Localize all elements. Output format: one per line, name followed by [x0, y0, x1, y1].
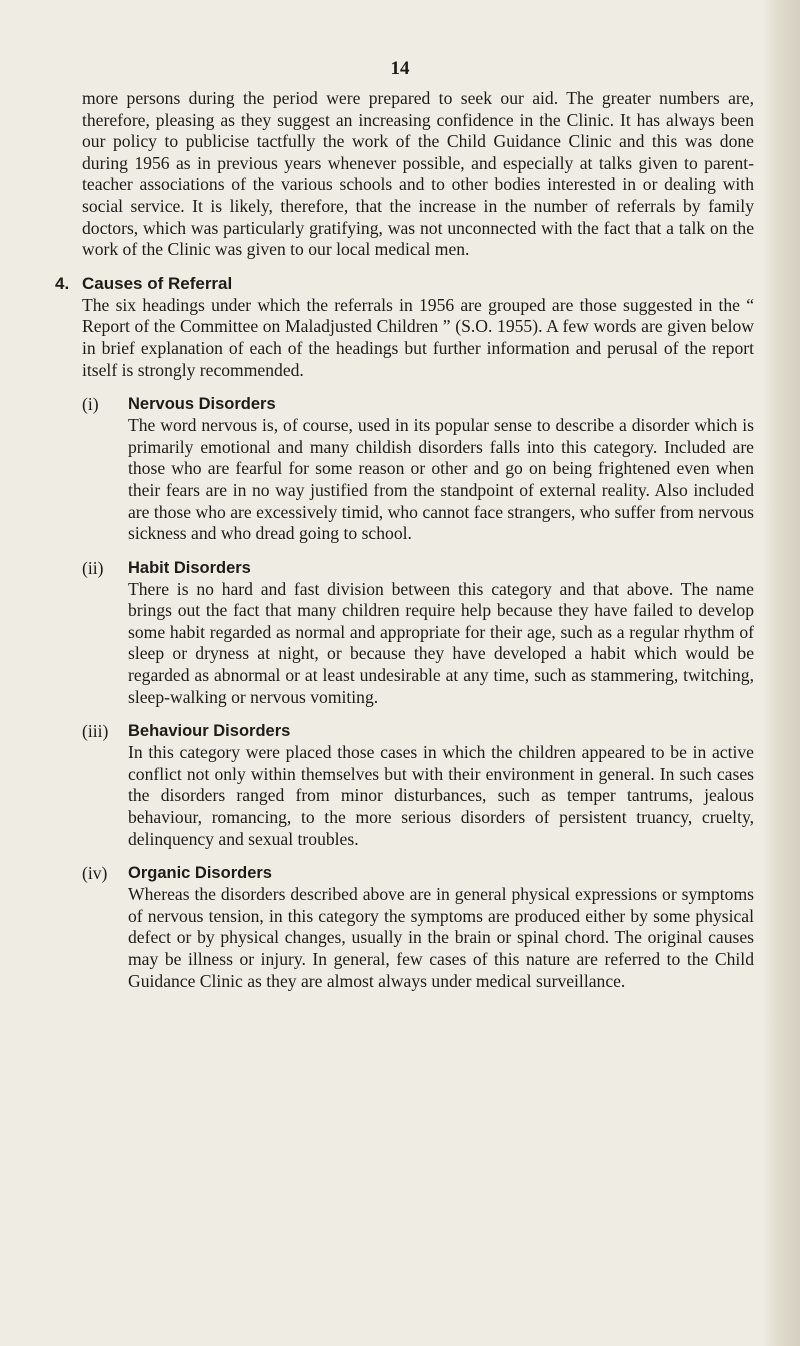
page-number: 14 — [390, 58, 410, 79]
subsection-number: (ii) — [82, 557, 104, 578]
subsection-habit-disorders — [82, 557, 754, 709]
subsection-title: Habit Disorders — [128, 558, 251, 577]
subsection-number: (iv) — [82, 863, 108, 884]
subsection-title: Organic Disorders — [128, 864, 272, 883]
section-causes-of-referral — [55, 273, 754, 992]
intro-paragraph: more persons during the period were prepared to seek our aid. The greater numbers are, therefore, pleasing as they suggest an increasing confidence in the Clinic. It has always been our policy to publicise tactfully the work of the Child Guidance Clinic and this was done during 1956 as in previous years whenever possible, and especially at talks given to parent-teacher associations of the various schools and to other bodies interested in or dealing with social service. It is likely, therefore, that the increase in the number of referrals by family doctors, which was particularly gratifying, was not unconnected with the fact that a talk on the work of the Clinic was given to our local medical men. — [82, 88, 754, 260]
page-body — [55, 88, 754, 992]
section-title: Causes of Referral — [82, 273, 233, 293]
subsection-title: Nervous Disorders — [128, 395, 276, 414]
subsection-number: (iii) — [82, 721, 109, 742]
subsection-number: (i) — [82, 394, 99, 415]
subsection-body: In this category were placed those cases in which the children appeared to be in active conflict not only within themselves but with their environment in general. In such cases the disorders ranged from minor disturbances, such as temper tantrums, jealous behaviour, romancing, to the more serious disorders of persistent truancy, cruelty, delinquency and sexual troubles. — [128, 742, 754, 849]
subsection-title: Behaviour Disorders — [128, 722, 291, 741]
section-number: 4. — [55, 273, 70, 293]
page-edge-shadow — [762, 0, 800, 1346]
subsection-behaviour-disorders — [82, 720, 754, 850]
subsection-nervous-disorders — [82, 393, 754, 545]
subsection-body: There is no hard and fast division between this category and that above. The name brings out the fact that many children require help because they have failed to develop some habit regarded as normal and appropriate for their age, such as a regular rhythm of sleep or dryness at night, or because they have developed a habit which would be regarded as abnormal or at least undesirable at any time, such as stammering, twitching, sleep-walking or nervous vomiting. — [128, 578, 754, 707]
section-body: The six headings under which the referrals in 1956 are grouped are those suggested in the “ Report of the Committee on Maladjusted Children ” (S.O. 1955). A few words are given below in brief explanation of each of the headings but further information and perusal of the report itself is strongly recommended. — [82, 294, 754, 380]
subsection-body: The word nervous is, of course, used in its popular sense to describe a disorder which is primarily emotional and many childish disorders falls into this category. Included are those who are fearful for some reason or other and go on being frightened even when their fears are in no way justified from the standpoint of external reality. Also included are those who are excessively timid, who cannot face strangers, who suffer from nervous sickness and who dread going to school. — [128, 415, 754, 544]
subsection-organic-disorders — [82, 862, 754, 992]
subsection-body: Whereas the disorders described above are in general physical expressions or symptoms of nervous tension, in this category the symptoms are produced either by some physical defect or by physical changes, usually in the brain or spinal chord. The original causes may be illness or injury. In general, few cases of this nature are referred to the Child Guidance Clinic as they are almost always under medical surveillance. — [128, 884, 754, 991]
